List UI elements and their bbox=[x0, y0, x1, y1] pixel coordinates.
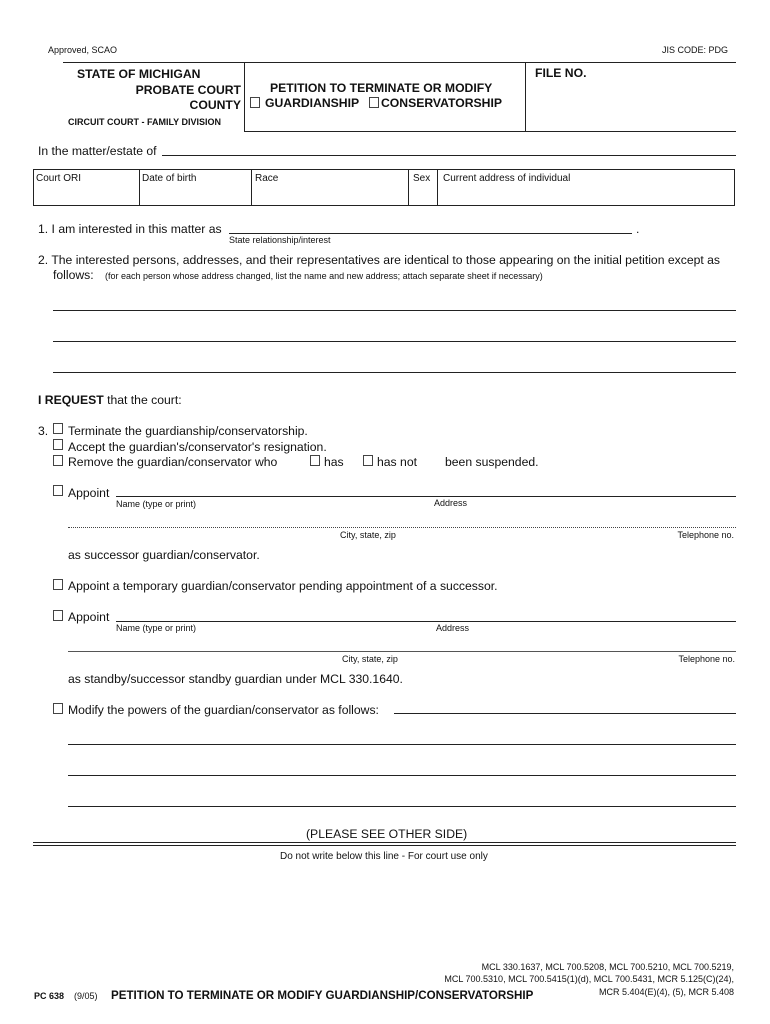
matter-label: In the matter/estate of bbox=[38, 144, 157, 158]
name-caption: Name (type or print) bbox=[116, 499, 197, 509]
appoint-standby-checkbox[interactable] bbox=[53, 610, 63, 621]
court-use-divider bbox=[33, 845, 736, 846]
item-2-note: (for each person whose address changed, list the name and new address; attach separate sheet if necessary) bbox=[105, 271, 543, 281]
header-bottom-rule bbox=[244, 131, 736, 132]
modify-powers-line[interactable] bbox=[68, 775, 736, 776]
temporary-checkbox[interactable] bbox=[53, 579, 63, 590]
suspended-label: been suspended. bbox=[445, 455, 539, 469]
court-use-divider bbox=[33, 842, 736, 843]
request-heading: I REQUEST that the court: bbox=[38, 393, 182, 407]
header-divider-1 bbox=[244, 62, 245, 131]
city-caption: City, state, zip bbox=[342, 654, 398, 664]
accept-resignation-checkbox[interactable] bbox=[53, 439, 63, 450]
phone-caption: Telephone no. bbox=[678, 654, 735, 664]
address-caption: Address bbox=[434, 498, 468, 508]
standby-label: as standby/successor standby guardian under MCL 330.1640. bbox=[68, 672, 403, 686]
state-title: STATE OF MICHIGAN bbox=[77, 67, 201, 81]
current-address-cell[interactable]: Current address of individual bbox=[443, 173, 571, 184]
remove-label: Remove the guardian/conservator who bbox=[68, 455, 278, 469]
matter-name-field[interactable] bbox=[162, 155, 736, 156]
standby-name-address-field[interactable] bbox=[116, 621, 736, 622]
see-other-side: (PLEASE SEE OTHER SIDE) bbox=[306, 827, 468, 841]
race-cell[interactable]: Race bbox=[255, 173, 279, 184]
standby-city-phone-field[interactable] bbox=[68, 651, 736, 652]
form-revision: (9/05) bbox=[74, 991, 98, 1001]
header-divider-2 bbox=[525, 62, 526, 131]
successor-city-phone-field[interactable] bbox=[68, 527, 736, 528]
mcl-citation: MCL 700.5310, MCL 700.5415(1)(d), MCL 700.5431, MCR 5.125(C)(24), bbox=[444, 974, 734, 984]
item-2-follows: follows: bbox=[53, 268, 94, 282]
successor-name-address-field[interactable] bbox=[116, 496, 736, 497]
modify-checkbox[interactable] bbox=[53, 703, 63, 714]
successor-label: as successor guardian/conservator. bbox=[68, 548, 260, 562]
modify-label: Modify the powers of the guardian/conservator as follows: bbox=[68, 703, 379, 717]
changed-address-line[interactable] bbox=[53, 310, 736, 311]
remove-checkbox[interactable] bbox=[53, 455, 63, 466]
accept-resignation-label: Accept the guardian's/conservator's resignation. bbox=[68, 440, 327, 454]
conservatorship-option-label: CONSERVATORSHIP bbox=[381, 96, 502, 110]
court-title: PROBATE COURT bbox=[135, 83, 241, 97]
conservatorship-checkbox[interactable] bbox=[369, 97, 379, 108]
has-checkbox[interactable] bbox=[310, 455, 320, 466]
court-ori-cell[interactable]: Court ORI bbox=[36, 173, 82, 184]
date-of-birth-cell[interactable]: Date of birth bbox=[142, 173, 197, 184]
sex-cell[interactable]: Sex bbox=[413, 173, 431, 184]
phone-caption: Telephone no. bbox=[677, 530, 734, 540]
relationship-caption: State relationship/interest bbox=[229, 235, 331, 245]
file-no-label: FILE NO. bbox=[535, 66, 587, 80]
jis-code: JIS CODE: PDG bbox=[661, 45, 728, 55]
appoint-label: Appoint bbox=[68, 610, 110, 624]
has-not-label: has not bbox=[377, 455, 417, 469]
appoint-successor-checkbox[interactable] bbox=[53, 485, 63, 496]
terminate-label: Terminate the guardianship/conservatorship. bbox=[68, 424, 308, 438]
changed-address-line[interactable] bbox=[53, 341, 736, 342]
mcl-citation: MCL 330.1637, MCL 700.5208, MCL 700.5210, MCL 700.5219, bbox=[481, 962, 734, 972]
item-1-period: . bbox=[636, 222, 640, 236]
relationship-interest-field[interactable] bbox=[229, 233, 632, 234]
terminate-checkbox[interactable] bbox=[53, 423, 63, 434]
address-caption: Address bbox=[436, 623, 470, 633]
county-label: COUNTY bbox=[189, 98, 241, 112]
circuit-court-label: CIRCUIT COURT - FAMILY DIVISION bbox=[68, 117, 222, 127]
modify-powers-line[interactable] bbox=[68, 806, 736, 807]
modify-powers-line[interactable] bbox=[68, 744, 736, 745]
petition-title: PETITION TO TERMINATE OR MODIFY bbox=[270, 81, 493, 95]
guardianship-option-label: GUARDIANSHIP bbox=[265, 96, 360, 110]
table-divider bbox=[408, 169, 409, 206]
item-1-text: 1. I am interested in this matter as bbox=[38, 222, 222, 236]
item-2-text: 2. The interested persons, addresses, and their representatives are identical to those appearing on the initial petition except as bbox=[38, 253, 721, 267]
table-divider bbox=[251, 169, 252, 206]
modify-powers-field[interactable] bbox=[394, 713, 736, 714]
mcr-citation: MCR 5.404(E)(4), (5), MCR 5.408 bbox=[598, 987, 734, 997]
item-3-number: 3. bbox=[38, 424, 49, 438]
city-caption: City, state, zip bbox=[340, 530, 396, 540]
form-number: PC 638 bbox=[34, 991, 65, 1001]
form-title: PETITION TO TERMINATE OR MODIFY GUARDIANSHIP/CONSERVATORSHIP bbox=[111, 989, 534, 1002]
header-top-rule bbox=[63, 62, 736, 63]
guardianship-checkbox[interactable] bbox=[250, 97, 260, 108]
appoint-label: Appoint bbox=[68, 486, 110, 500]
name-caption: Name (type or print) bbox=[116, 623, 197, 633]
table-divider bbox=[139, 169, 140, 206]
temporary-label: Appoint a temporary guardian/conservator pending appointment of a successor. bbox=[68, 579, 498, 593]
table-divider bbox=[437, 169, 438, 206]
approved-label: Approved, SCAO bbox=[48, 45, 118, 55]
has-label: has bbox=[324, 455, 344, 469]
changed-address-line[interactable] bbox=[53, 372, 736, 373]
court-use-note: Do not write below this line - For court use only bbox=[280, 851, 488, 862]
has-not-checkbox[interactable] bbox=[363, 455, 373, 466]
